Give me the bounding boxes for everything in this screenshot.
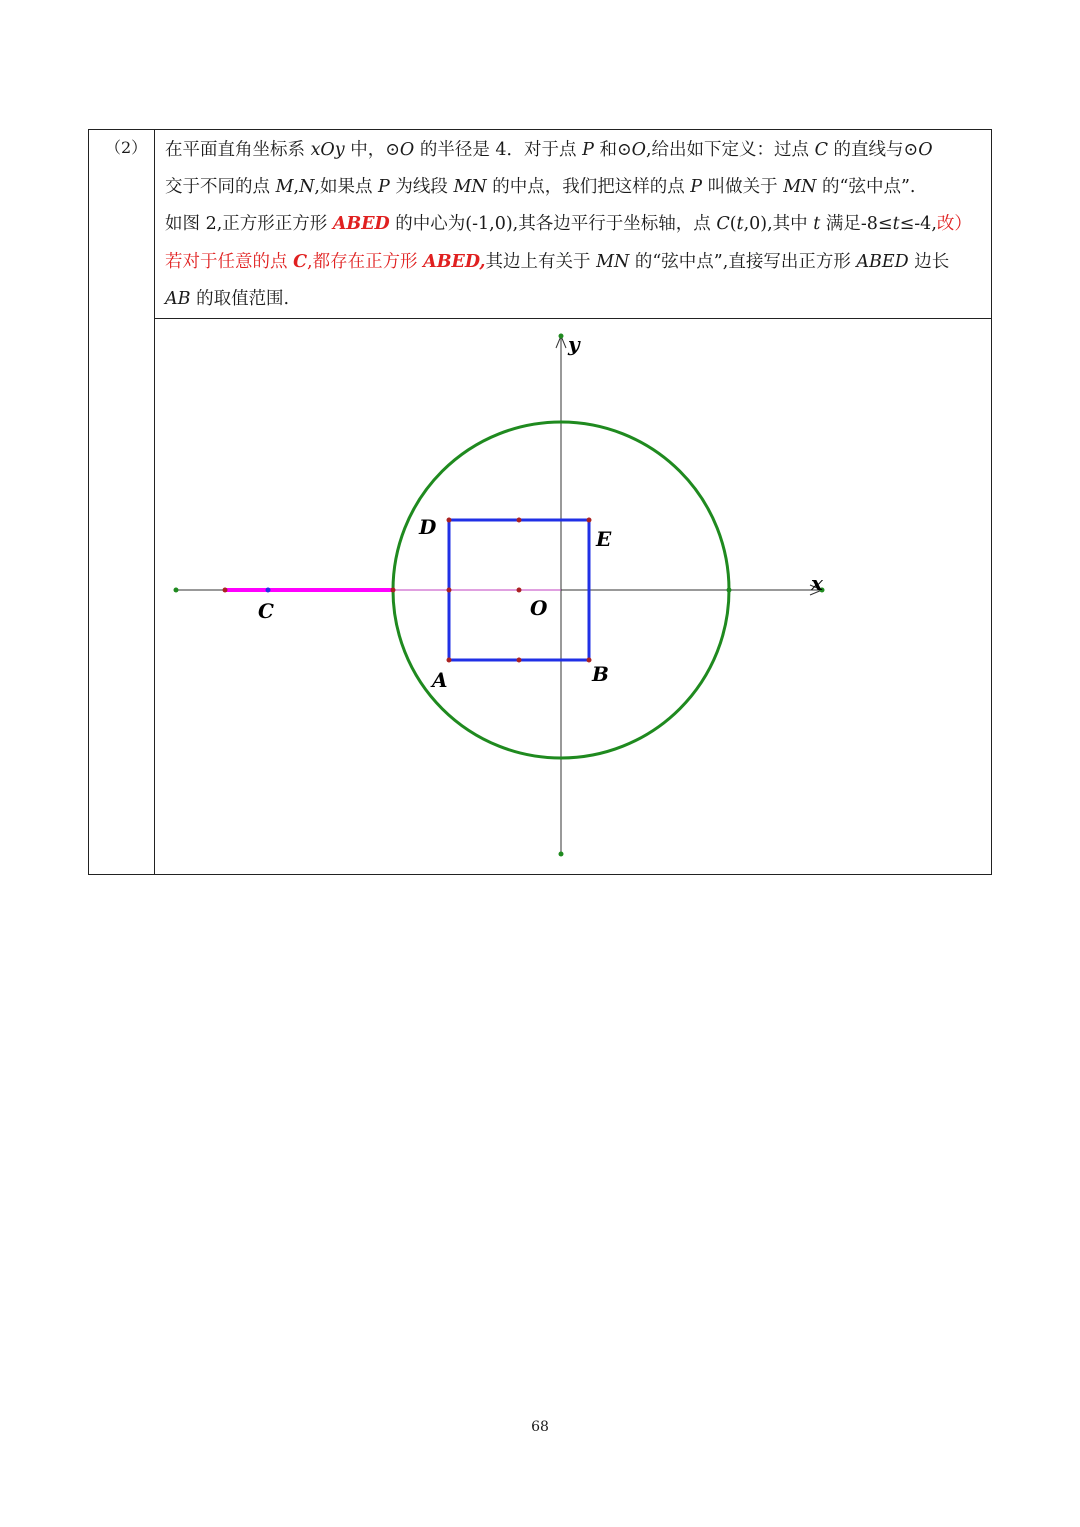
question-number: （2） (105, 138, 148, 157)
vertex-b-dot (587, 658, 592, 663)
square-left-intersection-dot (447, 588, 452, 593)
vertex-e-label: E (596, 527, 612, 551)
page-number: 68 (531, 1419, 549, 1435)
question-text (165, 132, 985, 318)
y-axis-label: y (568, 332, 580, 356)
vertex-a-label: A (432, 668, 448, 692)
vertex-e-dot (587, 518, 592, 523)
bottom-midpoint-dot (517, 658, 522, 663)
point-c-dot (266, 588, 271, 593)
origin-label: O (530, 596, 548, 620)
vertex-b-label: B (592, 662, 609, 686)
circle-right-intersection-dot (727, 588, 732, 593)
geometry-figure (155, 318, 991, 874)
square-center-dot (517, 588, 522, 593)
text-line-4: 若对于任意的点 C,都存在正方形 ABED,其边上有关于 MN 的“弦中点”,直接写出正方形 ABED 边长 (165, 251, 950, 272)
text-line-2: 交于不同的点 M,N,如果点 P 为线段 MN 的中点，我们把这样的点 P 叫做关于 MN 的“弦中点”. (165, 177, 916, 198)
point-c-label: C (258, 599, 274, 623)
x-axis-end-dot (174, 588, 179, 593)
segment-start-dot (223, 588, 228, 593)
circle-left-intersection-dot (391, 588, 396, 593)
vertex-d-dot (447, 518, 452, 523)
top-midpoint-dot (517, 518, 522, 523)
x-axis-label: x (811, 571, 823, 595)
y-axis-bottom-dot (559, 852, 564, 857)
text-line-3: 如图 2,正方形正方形 ABED 的中心为(-1,0),其各边平行于坐标轴，点 C(t,0),其中 t 满足-8≤t≤-4,改） (165, 214, 972, 235)
vertex-d-label: D (419, 515, 437, 539)
vertex-a-dot (447, 658, 452, 663)
text-line-1: 在平面直角坐标系 xOy 中，⊙O 的半径是 4．对于点 P 和⊙O,给出如下定义：过点 C 的直线与⊙O (165, 140, 933, 160)
y-axis-top-dot (559, 334, 564, 339)
text-line-5: AB 的取值范围. (165, 288, 290, 309)
